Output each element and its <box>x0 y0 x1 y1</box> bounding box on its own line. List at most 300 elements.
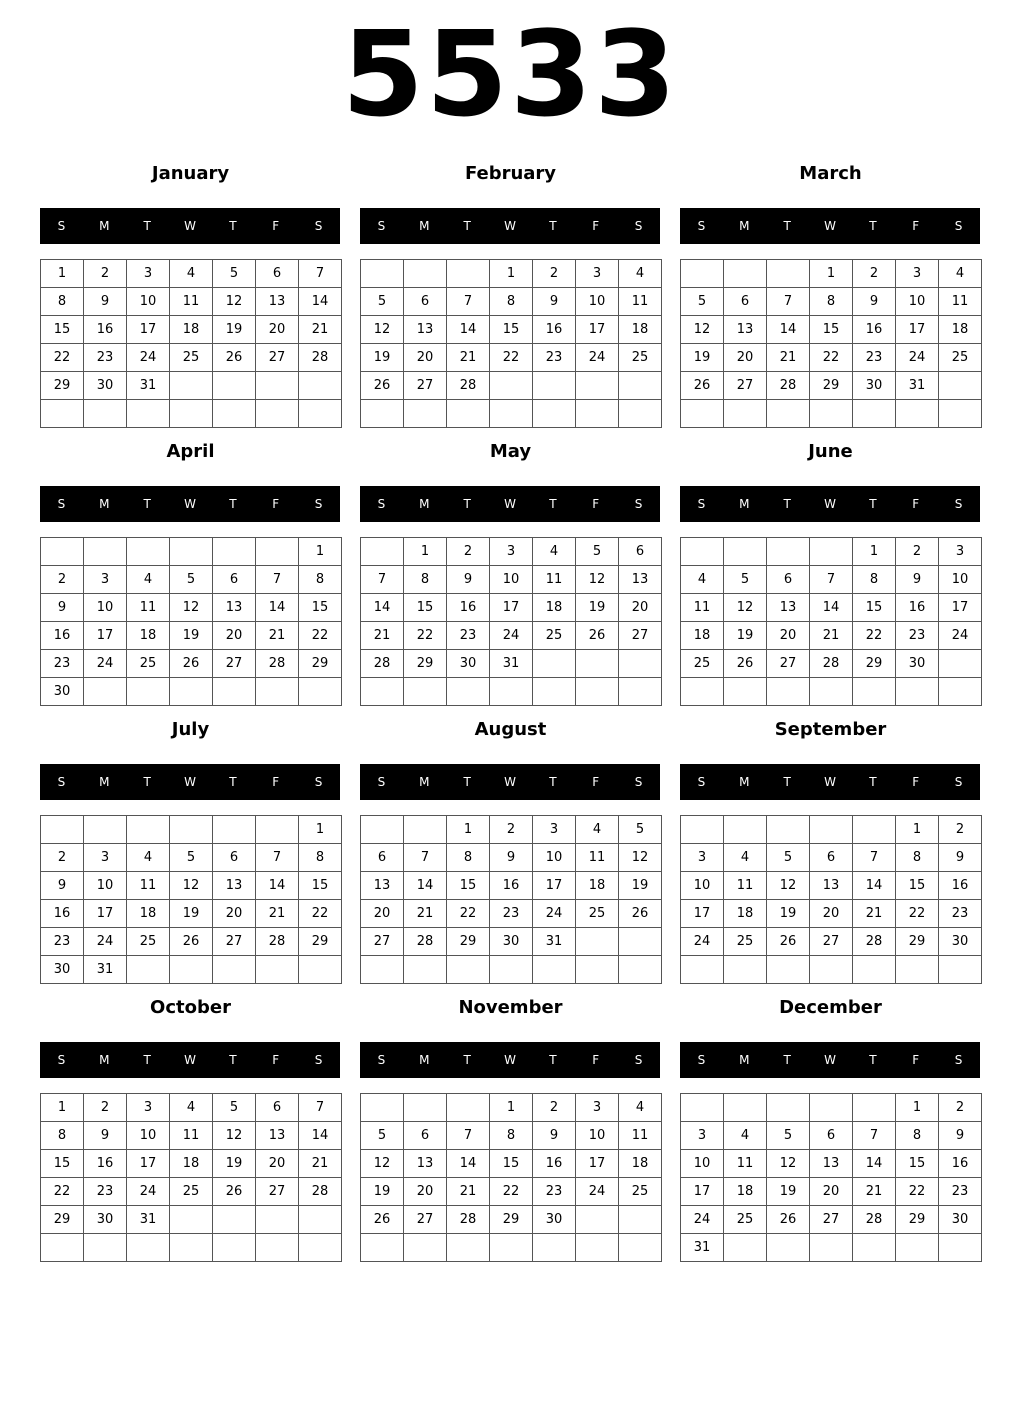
day-cell: 18 <box>724 900 767 928</box>
day-cell: 13 <box>767 594 810 622</box>
weekday-label: T <box>549 497 557 511</box>
empty-day-cell <box>490 400 533 428</box>
empty-day-cell <box>576 928 619 956</box>
weekday-label: T <box>869 1053 877 1067</box>
month-name: November <box>458 997 563 1018</box>
empty-day-cell <box>853 678 896 706</box>
empty-day-cell <box>127 956 170 984</box>
day-cell: 20 <box>810 900 853 928</box>
day-cell: 13 <box>361 872 404 900</box>
day-cell: 20 <box>213 900 256 928</box>
day-cell: 22 <box>299 622 342 650</box>
month-name: July <box>171 719 210 740</box>
day-cell: 22 <box>299 900 342 928</box>
day-cell: 3 <box>84 566 127 594</box>
day-cell: 15 <box>490 316 533 344</box>
weekday-header <box>40 208 340 244</box>
empty-day-cell <box>447 260 490 288</box>
day-cell: 22 <box>853 622 896 650</box>
weekday-label: T <box>229 1053 237 1067</box>
day-cell: 9 <box>939 844 982 872</box>
day-cell: 3 <box>896 260 939 288</box>
day-cell: 10 <box>576 288 619 316</box>
weekday-label: S <box>954 1053 963 1067</box>
day-cell: 14 <box>853 1150 896 1178</box>
month-october <box>40 996 341 1266</box>
empty-day-cell <box>939 1234 982 1262</box>
day-grid <box>40 259 342 428</box>
day-cell: 25 <box>724 928 767 956</box>
day-cell: 5 <box>213 1094 256 1122</box>
month-june <box>680 440 981 710</box>
day-cell: 12 <box>213 288 256 316</box>
day-cell: 18 <box>576 872 619 900</box>
month-september <box>680 718 981 988</box>
empty-day-cell <box>213 372 256 400</box>
day-cell: 9 <box>533 288 576 316</box>
day-cell: 5 <box>361 1122 404 1150</box>
weekday-label: S <box>954 775 963 789</box>
empty-day-cell <box>767 1094 810 1122</box>
day-cell: 6 <box>767 566 810 594</box>
day-grid <box>40 815 342 984</box>
day-cell: 30 <box>84 372 127 400</box>
weekday-label: T <box>869 219 877 233</box>
month-march <box>680 162 981 432</box>
day-cell: 26 <box>681 372 724 400</box>
day-cell: 18 <box>939 316 982 344</box>
day-cell: 31 <box>896 372 939 400</box>
weekday-label: S <box>954 497 963 511</box>
empty-day-cell <box>170 372 213 400</box>
day-grid <box>360 537 662 706</box>
day-cell: 3 <box>533 816 576 844</box>
day-cell: 27 <box>213 650 256 678</box>
empty-day-cell <box>619 956 662 984</box>
day-cell: 23 <box>853 344 896 372</box>
weekday-header <box>360 1042 660 1078</box>
weekday-label: T <box>229 497 237 511</box>
day-cell: 27 <box>256 1178 299 1206</box>
weekday-header <box>360 208 660 244</box>
empty-day-cell <box>127 678 170 706</box>
day-cell: 2 <box>490 816 533 844</box>
empty-day-cell <box>361 1094 404 1122</box>
day-cell: 3 <box>939 538 982 566</box>
day-cell: 8 <box>447 844 490 872</box>
day-cell: 15 <box>490 1150 533 1178</box>
weekday-label: F <box>272 497 280 511</box>
day-cell: 21 <box>361 622 404 650</box>
empty-day-cell <box>213 1234 256 1262</box>
day-cell: 27 <box>810 928 853 956</box>
day-cell: 24 <box>896 344 939 372</box>
empty-day-cell <box>361 678 404 706</box>
day-cell: 11 <box>939 288 982 316</box>
empty-day-cell <box>447 400 490 428</box>
empty-day-cell <box>404 1234 447 1262</box>
day-cell: 14 <box>767 316 810 344</box>
weekday-label: F <box>912 497 920 511</box>
weekday-label: F <box>912 775 920 789</box>
empty-day-cell <box>853 956 896 984</box>
month-july <box>40 718 341 988</box>
empty-day-cell <box>576 1234 619 1262</box>
empty-day-cell <box>724 260 767 288</box>
weekday-label: S <box>377 497 386 511</box>
day-cell: 22 <box>41 344 84 372</box>
day-cell: 6 <box>404 1122 447 1150</box>
weekday-label: S <box>954 219 963 233</box>
day-cell: 15 <box>447 872 490 900</box>
day-cell: 19 <box>724 622 767 650</box>
day-cell: 12 <box>170 872 213 900</box>
month-april <box>40 440 341 710</box>
month-august <box>360 718 661 988</box>
day-cell: 30 <box>853 372 896 400</box>
day-cell: 29 <box>853 650 896 678</box>
empty-day-cell <box>853 816 896 844</box>
empty-day-cell <box>896 678 939 706</box>
day-grid <box>680 815 982 984</box>
day-cell: 31 <box>681 1234 724 1262</box>
day-cell: 16 <box>533 316 576 344</box>
weekday-label: M <box>99 219 110 233</box>
empty-day-cell <box>767 816 810 844</box>
day-cell: 25 <box>533 622 576 650</box>
day-cell: 26 <box>767 1206 810 1234</box>
empty-day-cell <box>299 1234 342 1262</box>
day-cell: 17 <box>896 316 939 344</box>
day-cell: 26 <box>170 650 213 678</box>
weekday-label: M <box>99 1053 110 1067</box>
day-cell: 22 <box>490 1178 533 1206</box>
weekday-label: S <box>634 497 643 511</box>
weekday-label: T <box>549 219 557 233</box>
weekday-label: W <box>184 497 196 511</box>
empty-day-cell <box>853 400 896 428</box>
day-cell: 22 <box>896 1178 939 1206</box>
month-name: May <box>489 441 532 462</box>
day-cell: 4 <box>939 260 982 288</box>
empty-day-cell <box>576 956 619 984</box>
day-cell: 27 <box>361 928 404 956</box>
day-cell: 25 <box>170 344 213 372</box>
weekday-label: T <box>783 497 791 511</box>
day-cell: 19 <box>170 622 213 650</box>
day-cell: 26 <box>619 900 662 928</box>
day-cell: 23 <box>447 622 490 650</box>
day-cell: 19 <box>213 316 256 344</box>
empty-day-cell <box>619 650 662 678</box>
day-cell: 16 <box>41 900 84 928</box>
day-cell: 2 <box>896 538 939 566</box>
day-cell: 21 <box>767 344 810 372</box>
empty-day-cell <box>490 678 533 706</box>
empty-day-cell <box>170 1206 213 1234</box>
day-cell: 12 <box>213 1122 256 1150</box>
day-cell: 24 <box>681 928 724 956</box>
empty-day-cell <box>810 816 853 844</box>
month-january <box>40 162 341 432</box>
empty-day-cell <box>939 956 982 984</box>
empty-day-cell <box>256 1206 299 1234</box>
day-cell: 6 <box>256 1094 299 1122</box>
empty-day-cell <box>490 956 533 984</box>
day-cell: 6 <box>404 288 447 316</box>
day-cell: 31 <box>127 1206 170 1234</box>
empty-day-cell <box>939 678 982 706</box>
day-cell: 10 <box>939 566 982 594</box>
day-cell: 12 <box>767 872 810 900</box>
day-cell: 15 <box>810 316 853 344</box>
day-cell: 11 <box>170 288 213 316</box>
empty-day-cell <box>299 372 342 400</box>
day-cell: 16 <box>41 622 84 650</box>
day-cell: 8 <box>896 1122 939 1150</box>
day-cell: 4 <box>724 844 767 872</box>
weekday-label: S <box>697 219 706 233</box>
day-cell: 28 <box>767 372 810 400</box>
day-cell: 5 <box>724 566 767 594</box>
empty-day-cell <box>724 538 767 566</box>
day-cell: 20 <box>724 344 767 372</box>
day-cell: 4 <box>576 816 619 844</box>
day-cell: 3 <box>576 1094 619 1122</box>
empty-day-cell <box>213 400 256 428</box>
empty-day-cell <box>619 678 662 706</box>
day-cell: 11 <box>724 872 767 900</box>
day-cell: 18 <box>127 622 170 650</box>
day-cell: 8 <box>404 566 447 594</box>
day-cell: 17 <box>84 622 127 650</box>
day-cell: 31 <box>533 928 576 956</box>
day-cell: 3 <box>127 260 170 288</box>
empty-day-cell <box>767 260 810 288</box>
weekday-label: F <box>912 219 920 233</box>
day-cell: 4 <box>170 260 213 288</box>
day-cell: 21 <box>447 344 490 372</box>
empty-day-cell <box>810 400 853 428</box>
empty-day-cell <box>447 1234 490 1262</box>
empty-day-cell <box>619 372 662 400</box>
day-cell: 13 <box>256 288 299 316</box>
empty-day-cell <box>361 260 404 288</box>
day-cell: 20 <box>810 1178 853 1206</box>
day-cell: 20 <box>213 622 256 650</box>
day-cell: 20 <box>256 316 299 344</box>
day-cell: 5 <box>170 566 213 594</box>
day-cell: 3 <box>490 538 533 566</box>
day-cell: 18 <box>619 1150 662 1178</box>
day-cell: 9 <box>41 594 84 622</box>
weekday-label: F <box>272 219 280 233</box>
weekday-label: T <box>783 219 791 233</box>
day-cell: 3 <box>681 844 724 872</box>
day-cell: 11 <box>127 872 170 900</box>
day-cell: 28 <box>853 1206 896 1234</box>
weekday-label: T <box>229 219 237 233</box>
day-cell: 25 <box>127 650 170 678</box>
weekday-label: T <box>783 775 791 789</box>
empty-day-cell <box>896 400 939 428</box>
day-cell: 18 <box>724 1178 767 1206</box>
empty-day-cell <box>576 400 619 428</box>
day-cell: 16 <box>939 1150 982 1178</box>
day-cell: 12 <box>576 566 619 594</box>
day-cell: 24 <box>127 344 170 372</box>
empty-day-cell <box>681 678 724 706</box>
day-cell: 7 <box>256 566 299 594</box>
day-cell: 7 <box>299 260 342 288</box>
weekday-label: F <box>272 775 280 789</box>
weekday-header <box>360 764 660 800</box>
empty-day-cell <box>404 260 447 288</box>
empty-day-cell <box>810 1234 853 1262</box>
weekday-label: S <box>634 1053 643 1067</box>
weekday-label: S <box>697 775 706 789</box>
day-cell: 5 <box>213 260 256 288</box>
day-cell: 13 <box>213 872 256 900</box>
empty-day-cell <box>767 956 810 984</box>
empty-day-cell <box>84 678 127 706</box>
weekday-label: W <box>824 219 836 233</box>
day-cell: 16 <box>447 594 490 622</box>
day-cell: 4 <box>127 566 170 594</box>
day-cell: 12 <box>619 844 662 872</box>
day-cell: 21 <box>299 1150 342 1178</box>
empty-day-cell <box>361 400 404 428</box>
empty-day-cell <box>404 400 447 428</box>
empty-day-cell <box>170 956 213 984</box>
day-cell: 15 <box>41 1150 84 1178</box>
day-cell: 1 <box>853 538 896 566</box>
day-cell: 29 <box>896 1206 939 1234</box>
day-cell: 14 <box>447 316 490 344</box>
day-cell: 25 <box>681 650 724 678</box>
empty-day-cell <box>896 1234 939 1262</box>
weekday-label: S <box>697 1053 706 1067</box>
day-cell: 30 <box>41 678 84 706</box>
empty-day-cell <box>127 816 170 844</box>
empty-day-cell <box>404 816 447 844</box>
day-cell: 5 <box>361 288 404 316</box>
empty-day-cell <box>84 1234 127 1262</box>
day-cell: 19 <box>767 900 810 928</box>
weekday-label: M <box>419 775 430 789</box>
day-cell: 20 <box>404 1178 447 1206</box>
day-cell: 8 <box>490 1122 533 1150</box>
day-cell: 26 <box>576 622 619 650</box>
day-cell: 2 <box>447 538 490 566</box>
weekday-label: S <box>314 219 323 233</box>
day-cell: 17 <box>533 872 576 900</box>
weekday-label: M <box>419 219 430 233</box>
weekday-label: T <box>229 775 237 789</box>
day-cell: 16 <box>84 1150 127 1178</box>
day-cell: 13 <box>724 316 767 344</box>
day-cell: 30 <box>939 1206 982 1234</box>
day-cell: 28 <box>256 650 299 678</box>
day-cell: 11 <box>724 1150 767 1178</box>
day-cell: 27 <box>810 1206 853 1234</box>
weekday-label: M <box>99 497 110 511</box>
empty-day-cell <box>213 816 256 844</box>
empty-day-cell <box>41 400 84 428</box>
weekday-header <box>40 486 340 522</box>
day-cell: 30 <box>939 928 982 956</box>
day-cell: 28 <box>299 344 342 372</box>
day-cell: 24 <box>576 344 619 372</box>
day-cell: 16 <box>533 1150 576 1178</box>
empty-day-cell <box>256 372 299 400</box>
empty-day-cell <box>361 1234 404 1262</box>
day-cell: 3 <box>576 260 619 288</box>
day-cell: 19 <box>361 344 404 372</box>
day-cell: 21 <box>404 900 447 928</box>
weekday-label: T <box>869 775 877 789</box>
empty-day-cell <box>724 400 767 428</box>
day-cell: 6 <box>810 1122 853 1150</box>
day-cell: 21 <box>810 622 853 650</box>
day-cell: 1 <box>404 538 447 566</box>
day-cell: 24 <box>533 900 576 928</box>
day-cell: 19 <box>576 594 619 622</box>
month-december <box>680 996 981 1266</box>
empty-day-cell <box>681 400 724 428</box>
weekday-label: M <box>739 775 750 789</box>
day-cell: 7 <box>299 1094 342 1122</box>
day-cell: 5 <box>681 288 724 316</box>
day-cell: 17 <box>127 316 170 344</box>
day-cell: 26 <box>767 928 810 956</box>
empty-day-cell <box>299 956 342 984</box>
day-cell: 13 <box>619 566 662 594</box>
day-cell: 7 <box>447 288 490 316</box>
empty-day-cell <box>896 956 939 984</box>
month-name: April <box>166 441 215 462</box>
day-cell: 26 <box>361 1206 404 1234</box>
weekday-label: M <box>739 497 750 511</box>
day-cell: 8 <box>41 1122 84 1150</box>
month-name: March <box>799 163 862 184</box>
weekday-header <box>40 764 340 800</box>
day-cell: 10 <box>490 566 533 594</box>
empty-day-cell <box>170 538 213 566</box>
empty-day-cell <box>681 956 724 984</box>
day-cell: 12 <box>767 1150 810 1178</box>
empty-day-cell <box>127 1234 170 1262</box>
weekday-label: S <box>634 775 643 789</box>
day-cell: 5 <box>767 1122 810 1150</box>
weekday-label: W <box>184 219 196 233</box>
weekday-label: M <box>739 219 750 233</box>
day-cell: 27 <box>213 928 256 956</box>
day-cell: 26 <box>170 928 213 956</box>
day-cell: 13 <box>404 1150 447 1178</box>
day-cell: 30 <box>896 650 939 678</box>
weekday-label: W <box>504 775 516 789</box>
day-cell: 19 <box>170 900 213 928</box>
day-cell: 21 <box>853 1178 896 1206</box>
day-cell: 18 <box>127 900 170 928</box>
day-cell: 5 <box>767 844 810 872</box>
day-cell: 15 <box>853 594 896 622</box>
empty-day-cell <box>361 538 404 566</box>
empty-day-cell <box>810 956 853 984</box>
day-cell: 9 <box>939 1122 982 1150</box>
day-cell: 3 <box>681 1122 724 1150</box>
